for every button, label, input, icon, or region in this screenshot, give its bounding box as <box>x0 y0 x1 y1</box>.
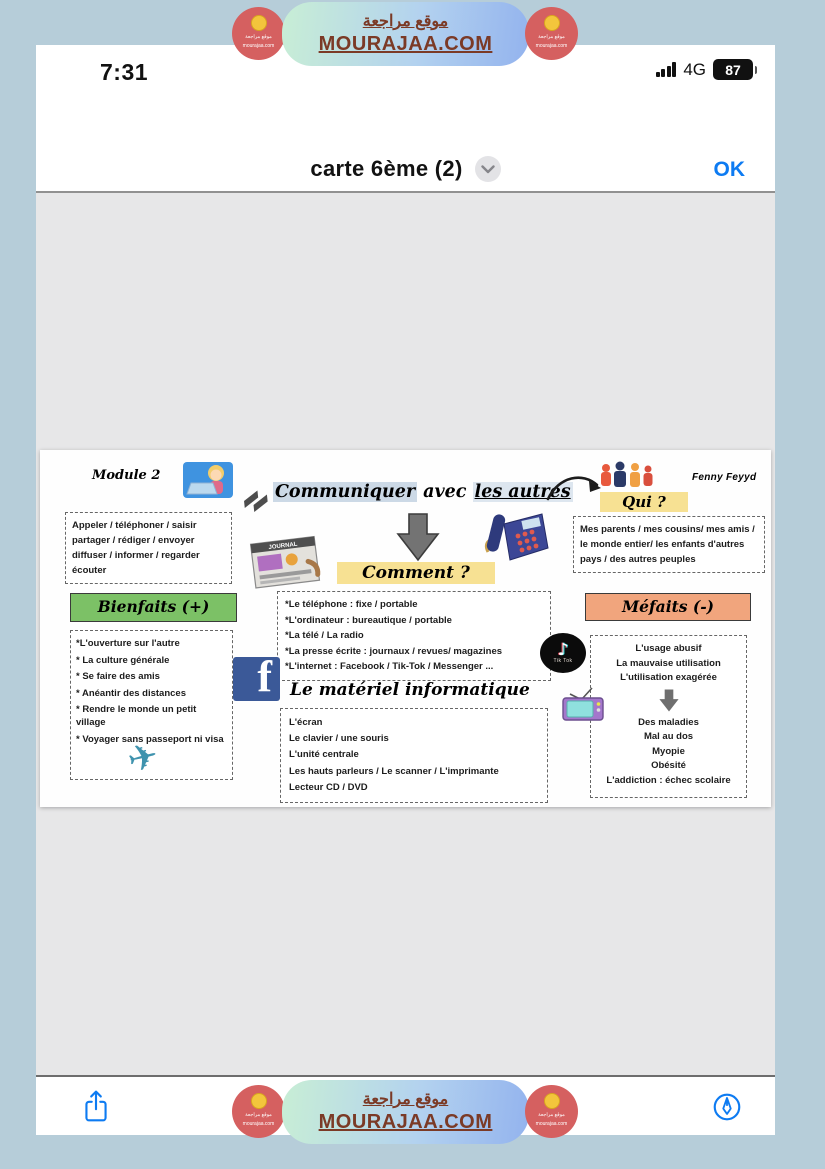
airplane-icon: ✈ <box>123 734 163 783</box>
family-icon <box>597 460 657 490</box>
title-word-les-autres: les autres <box>474 482 571 502</box>
badge-text: موقع مراجعة <box>538 34 565 40</box>
promo-banner-top <box>232 2 594 68</box>
comment-item: *La presse écrite : journaux / revues/ magazines <box>285 645 503 657</box>
mefait-item: Obésité <box>651 760 686 771</box>
qui-heading: Qui ? <box>600 492 688 512</box>
badge-text: موقع مراجعة <box>245 1112 272 1118</box>
comment-answers-box <box>277 591 551 681</box>
clock: 7:31 <box>100 59 149 85</box>
badge-text-url: mourajaa.com <box>242 1121 275 1127</box>
materiel-item: Les hauts parleurs / Le scanner / L'imprimante <box>289 765 499 777</box>
banner-arabic-text: موقع مراجعة <box>362 1091 449 1108</box>
newspaper-image <box>248 534 326 590</box>
bienfait-item: * Se faire des amis <box>76 671 160 682</box>
mourajaa-badge <box>232 1085 285 1138</box>
verbs-box: Appeler / téléphoner / saisir partager / rédiger / envoyer diffuser / informer / regarder écouter <box>65 512 232 584</box>
battery-icon <box>713 59 757 80</box>
module-label: Module 2 <box>92 468 161 483</box>
ok-button[interactable]: OK <box>713 158 745 181</box>
signal-strength-icon <box>656 62 677 77</box>
mefait-item: Des maladies <box>638 716 699 728</box>
badge-text-url: mourajaa.com <box>242 43 275 49</box>
title-menu-button[interactable] <box>475 156 501 182</box>
mefait-item: Myopie <box>652 745 685 757</box>
bienfaits-header: Bienfaits (+) <box>70 593 237 622</box>
bienfait-item: * La culture générale <box>76 654 170 666</box>
materiel-title: Le matériel informatique <box>290 680 530 700</box>
down-arrow-icon <box>395 513 441 563</box>
markup-pen-icon <box>711 1091 743 1123</box>
tiktok-label: Tik Tok <box>553 658 573 664</box>
bienfait-item: * Rendre le monde un petit village <box>76 704 197 728</box>
materiel-item: Lecteur CD / DVD <box>289 781 368 793</box>
comment-item: *L'internet : Facebook / Tik-Tok / Messenger ... <box>285 661 494 673</box>
battery-tip <box>755 66 758 74</box>
title-word-avec: avec <box>423 482 467 502</box>
comment-item: *L'ordinateur : bureautique / portable <box>285 614 452 626</box>
bienfait-item: * Voyager sans passeport ni visa <box>76 733 224 745</box>
bienfait-item: *L'ouverture sur l'autre <box>76 638 180 649</box>
badge-logo-icon <box>251 1093 267 1109</box>
author-signature: Fenny Feyyd <box>692 472 757 483</box>
chevron-down-icon <box>481 165 495 174</box>
banner-site-link[interactable]: MOURAJAA.COM <box>318 33 493 55</box>
mefait-item: L'addiction : échec scolaire <box>606 774 731 786</box>
comment-item: *Le téléphone : fixe / portable <box>285 599 418 610</box>
banner-arabic-text: موقع مراجعة <box>362 13 449 30</box>
badge-text: موقع مراجعة <box>245 34 272 40</box>
badge-text: موقع مراجعة <box>538 1112 565 1118</box>
facebook-icon <box>233 657 280 701</box>
share-button[interactable] <box>82 1089 110 1128</box>
mourajaa-badge <box>232 7 285 60</box>
mefait-item: L'usage abusif <box>635 643 702 654</box>
document-viewer-area[interactable] <box>36 193 775 1075</box>
mefaits-box <box>590 635 747 798</box>
banner-site-link[interactable]: MOURAJAA.COM <box>318 1111 493 1133</box>
mourajaa-badge <box>525 7 578 60</box>
banner-pill <box>282 2 529 66</box>
badge-text-url: mourajaa.com <box>535 43 568 49</box>
mefaits-header: Méfaits (-) <box>585 593 751 621</box>
tiktok-icon <box>540 633 586 673</box>
promo-banner-bottom <box>232 1080 594 1146</box>
materiel-item: L'unité centrale <box>289 749 359 761</box>
materiel-box <box>280 708 548 803</box>
markup-button[interactable] <box>711 1091 743 1128</box>
comment-heading: Comment ? <box>337 562 495 584</box>
banner-pill <box>282 1080 529 1144</box>
mindmap-title <box>273 482 573 502</box>
facebook-letter: f <box>257 657 272 701</box>
svg-text:JOURNAL: JOURNAL <box>268 541 298 552</box>
mindmap-page <box>40 450 771 807</box>
materiel-item: L'écran <box>289 717 323 728</box>
badge-logo-icon <box>251 15 267 31</box>
telephone-image <box>478 508 550 564</box>
badge-logo-icon <box>544 15 560 31</box>
mourajaa-badge <box>525 1085 578 1138</box>
materiel-item: Le clavier / une souris <box>289 733 389 745</box>
network-type: 4G <box>683 59 706 79</box>
mefait-item: L'utilisation exagérée <box>620 672 717 683</box>
bienfait-item: * Anéantir des distances <box>76 687 186 699</box>
title-bar <box>36 100 775 193</box>
curved-arrow-icon <box>545 472 603 504</box>
mefait-item: Mal au dos <box>643 731 694 742</box>
down-arrow-icon <box>657 689 681 713</box>
mefait-item: La mauvaise utilisation <box>616 657 721 669</box>
badge-text-url: mourajaa.com <box>535 1121 568 1127</box>
share-icon <box>82 1089 110 1123</box>
document-viewer-window <box>36 45 775 1090</box>
document-title: carte 6ème (2) <box>310 156 463 181</box>
comment-item: *La télé / La radio <box>285 630 364 642</box>
music-note-icon: ♪ <box>557 640 569 660</box>
girl-with-laptop-image <box>183 462 233 498</box>
qui-answers-box: Mes parents / mes cousins/ mes amis / le monde entier/ les enfants d'autres pays / des autres peuples <box>573 516 765 573</box>
television-icon <box>560 686 606 722</box>
title-word-communiquer: Communiquer <box>275 482 416 502</box>
battery-percentage: 87 <box>713 59 753 80</box>
badge-logo-icon <box>544 1093 560 1109</box>
